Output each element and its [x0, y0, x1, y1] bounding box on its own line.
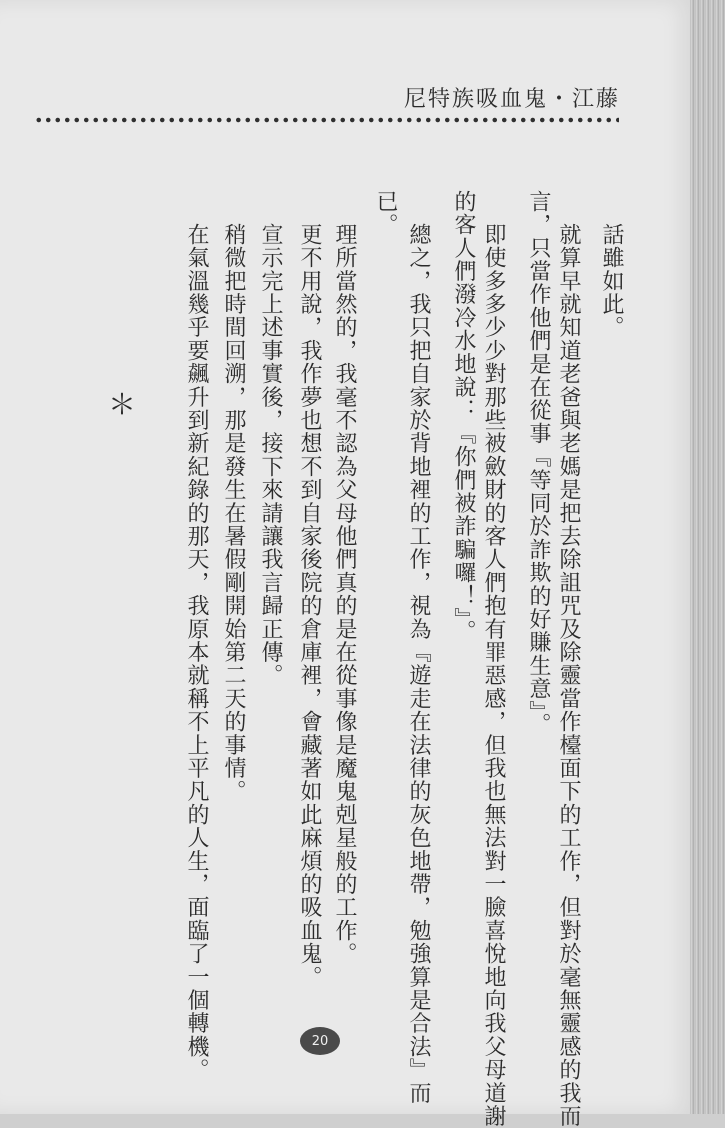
page-edge-stack — [690, 0, 725, 1114]
text-column-1: 話雖如此。 — [599, 223, 624, 339]
text-column-10: 宣示完上述事實後，接下來請讓我言歸正傳。 — [258, 223, 283, 687]
text-column-3: 言，只當作他們是在從事『等同於詐欺的好賺生意』。 — [526, 190, 551, 736]
running-header-title: 尼特族吸血鬼・江藤 — [403, 87, 620, 112]
text-column-8: 理所當然的，我毫不認為父母他們真的是在從事像是魔鬼剋星般的工作。 — [332, 223, 357, 966]
text-column-4: 即使多多少少對那些被斂財的客人們抱有罪惡感，但我也無法對一臉喜悅地向我父母道謝 — [481, 223, 506, 1128]
text-column-5: 的客人們潑冷水地說：『你們被詐騙囉！』。 — [451, 190, 476, 643]
text-column-11: 稍微把時間回溯，那是發生在暑假剛開始第二天的事情。 — [221, 223, 246, 803]
text-column-12: 在氣溫幾乎要飆升到新紀錄的那天，我原本就稱不上平凡的人生，面臨了一個轉機。 — [184, 223, 209, 1082]
header-dotted-rule — [34, 117, 619, 123]
text-column-9: 更不用說，我作夢也想不到自家後院的倉庫裡，會藏著如此麻煩的吸血鬼。 — [297, 223, 322, 989]
text-column-2: 就算早就知道老爸與老媽是把去除詛咒及除靈當作檯面下的工作，但對於毫無靈感的我而 — [556, 223, 581, 1128]
text-column-6: 總之，我只把自家於背地裡的工作，視為『遊走在法律的灰色地帶，勉強算是合法』而 — [406, 223, 431, 1105]
section-separator: ＊ — [108, 388, 137, 421]
page-number-badge: 20 — [300, 1027, 340, 1055]
text-column-7: 已。 — [373, 190, 398, 237]
